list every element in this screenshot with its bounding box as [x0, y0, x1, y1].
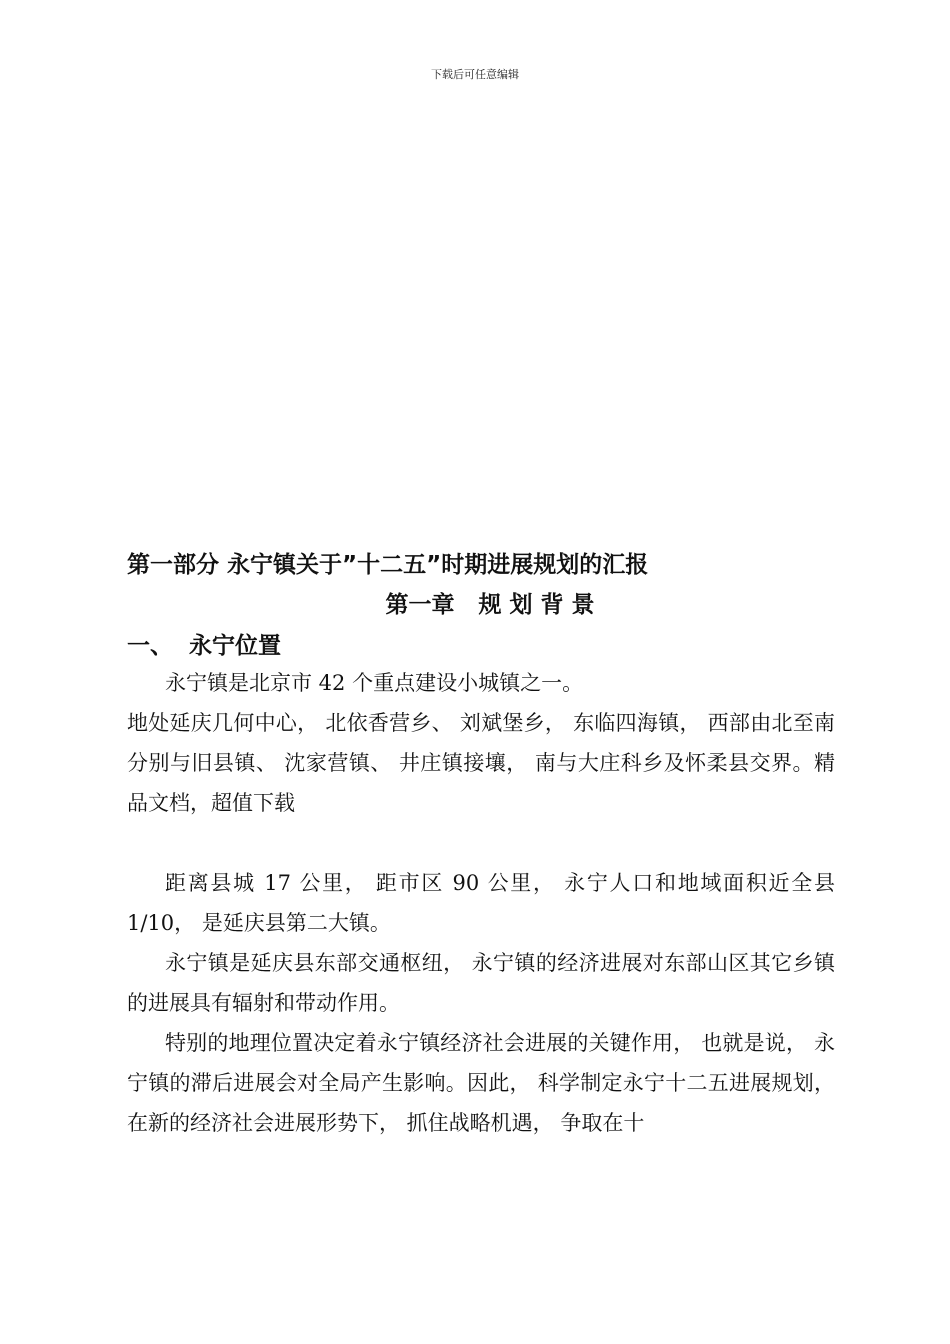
- paragraph-spacer: [127, 823, 835, 863]
- section-body: [127, 663, 835, 1143]
- part-title: 第一部分 永宁镇关于”十二五”时期进展规划的汇报: [127, 552, 649, 578]
- paragraph-3: 距离县城 17 公里， 距市区 90 公里， 永宁人口和地域面积近全县 1/10， 是延庆县第二大镇。: [127, 871, 835, 935]
- page-header-note: 下载后可任意编辑: [431, 68, 519, 81]
- paragraph-1: 永宁镇是北京市 42 个重点建设小城镇之一。: [165, 671, 584, 695]
- paragraph-5: 特别的地理位置决定着永宁镇经济社会进展的关键作用， 也就是说， 永宁镇的滞后进展会对全局产生影响。因此， 科学制定永宁十二五进展规划， 在新的经济社会进展形势下， 抓住战略机遇， 争取在十: [127, 1031, 835, 1135]
- section-title: 一、 永宁位置: [127, 633, 282, 659]
- paragraph-2: 地处延庆几何中心， 北依香营乡、 刘斌堡乡， 东临四海镇， 西部由北至南分别与旧县镇、 沈家营镇、 井庄镇接壤， 南与大庄科乡及怀柔县交界。精品文档，超值下载: [127, 711, 835, 815]
- chapter-title: 第一章 规 划 背 景: [385, 592, 595, 618]
- paragraph-4: 永宁镇是延庆县东部交通枢纽， 永宁镇的经济进展对东部山区其它乡镇的进展具有辐射和带动作用。: [127, 951, 835, 1015]
